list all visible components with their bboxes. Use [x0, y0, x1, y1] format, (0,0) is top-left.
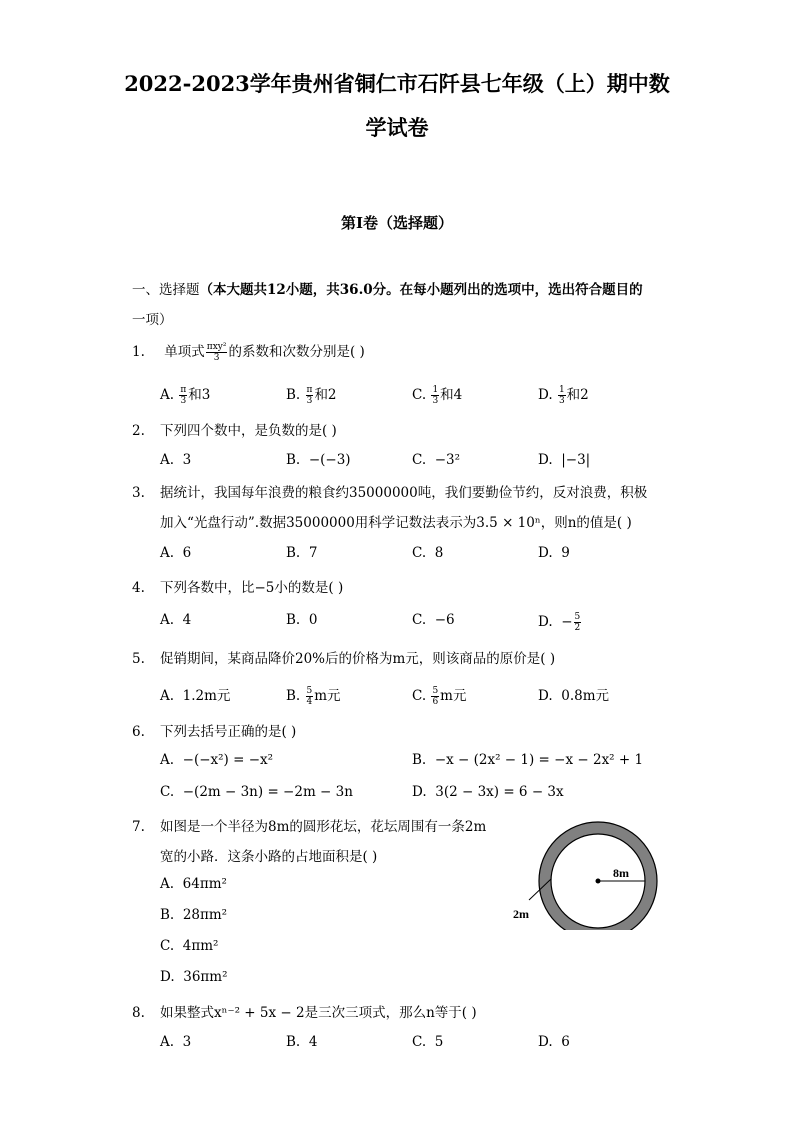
option-sign: −: [561, 614, 573, 630]
option-a[interactable]: [160, 452, 191, 468]
option-a[interactable]: [160, 752, 273, 768]
option-text: −(−x²) = −x²: [182, 752, 274, 768]
option-c[interactable]: [160, 938, 218, 954]
exam-title: [0, 62, 794, 150]
option-b[interactable]: [286, 612, 317, 628]
option-b[interactable]: [286, 1034, 317, 1050]
option-letter: C.: [412, 688, 427, 704]
option-letter: B.: [286, 1034, 301, 1050]
option-a[interactable]: [160, 684, 230, 704]
radius-label: 8m: [613, 866, 629, 880]
question-stem: 下列各数中，比−5小的数是( ): [160, 580, 344, 596]
option-text: 1.2m元: [182, 688, 231, 704]
fraction-denominator: 2: [574, 623, 581, 633]
option-letter: C.: [412, 1034, 427, 1050]
fraction: [306, 385, 314, 406]
option-text: 36πm²: [183, 969, 228, 985]
fraction: [558, 385, 566, 406]
option-c[interactable]: [412, 684, 466, 707]
option-letter: D.: [538, 452, 553, 468]
option-b[interactable]: [286, 383, 337, 406]
question-stem-line1: 如图是一个半径为8m的圆形花坛，花坛周围有一条2m: [160, 819, 487, 835]
option-text: 9: [561, 545, 570, 561]
option-text: 3: [182, 1034, 192, 1050]
option-letter: A.: [160, 387, 175, 403]
fraction-numerator: 1: [558, 385, 565, 395]
question-stem-line2: 加入“光盘行动”.数据35000000用科学记数法表示为3.5 × 10ⁿ，则n的值是( ): [160, 515, 632, 531]
question-stem-line2: 宽的小路．这条小路的占地面积是( ): [160, 849, 378, 865]
fraction: [431, 385, 439, 406]
option-letter: B.: [286, 688, 301, 704]
option-b[interactable]: [160, 907, 227, 923]
option-letter: C.: [412, 545, 427, 561]
option-b[interactable]: [286, 684, 341, 707]
option-a[interactable]: [160, 545, 191, 561]
option-text: 3(2 − 3x) = 6 − 3x: [435, 784, 564, 800]
fraction: [179, 385, 187, 406]
option-letter: B.: [286, 612, 301, 628]
option-letter: B.: [286, 452, 301, 468]
question-stem-line1: 据统计，我国每年浪费的粮食约35000000吨，我们要勤俭节约，反对浪费，积极: [160, 485, 648, 501]
question-stem: 下列四个数中，是负数的是( ): [160, 423, 337, 439]
option-text: 3: [182, 452, 192, 468]
fraction-denominator: 3: [180, 396, 187, 406]
instructions-prefix: 一、选择题: [132, 282, 200, 298]
question-number: 4.: [132, 580, 145, 596]
option-text: 和3: [188, 387, 211, 403]
option-text: 28πm²: [182, 907, 228, 923]
fraction-denominator: 3: [213, 353, 220, 363]
option-letter: C.: [160, 784, 175, 800]
fraction-denominator: 3: [432, 396, 439, 406]
option-text: 4: [182, 612, 192, 628]
option-letter: D.: [538, 614, 553, 630]
option-text: m元: [314, 688, 341, 704]
option-text: |−3|: [561, 452, 591, 468]
fraction: [431, 686, 439, 707]
option-letter: C.: [412, 452, 427, 468]
question-number: 3.: [132, 485, 145, 501]
option-b[interactable]: [412, 752, 643, 768]
instructions-detail: （本大题共12小题，共36.0分。在每小题列出的选项中，选出符合题目的: [199, 282, 643, 298]
option-c[interactable]: [412, 383, 462, 406]
option-text: −(−3): [308, 452, 351, 468]
option-a[interactable]: [160, 1034, 191, 1050]
exam-title-line2: 学试卷: [365, 115, 429, 140]
fraction-numerator: 1: [432, 385, 439, 395]
option-text: −6: [434, 612, 455, 628]
option-text: m元: [440, 688, 467, 704]
exam-title-line1: 2022-2023学年贵州省铜仁市石阡县七年级（上）期中数: [124, 71, 670, 96]
question-7: [132, 812, 492, 872]
question-5: [132, 644, 672, 674]
question-2: [132, 416, 672, 446]
option-text: 8: [434, 545, 444, 561]
question-number: 8.: [132, 1005, 145, 1021]
option-text: 0.8m元: [561, 688, 610, 704]
option-d[interactable]: [160, 969, 228, 985]
option-b[interactable]: [286, 545, 317, 561]
fraction-denominator: 4: [306, 697, 313, 707]
option-letter: B.: [286, 387, 301, 403]
instructions-line2: 一项）: [132, 312, 173, 328]
question-number: 5.: [132, 651, 145, 667]
option-text: 64πm²: [182, 876, 227, 892]
fraction: [306, 686, 314, 707]
option-letter: A.: [160, 452, 175, 468]
question-1: [132, 337, 672, 367]
option-c[interactable]: [412, 612, 455, 628]
question-stem: 单项式: [164, 344, 205, 360]
center-point: [596, 879, 601, 884]
option-letter: D.: [160, 969, 175, 985]
question-number: 6.: [132, 724, 145, 740]
fraction-numerator: 5: [574, 612, 581, 622]
section-title: 第I卷（选择题）: [340, 214, 454, 232]
option-text: 6: [561, 1034, 570, 1050]
question-number: 1.: [132, 344, 145, 360]
fraction-denominator: 3: [558, 396, 565, 406]
option-letter: D.: [538, 387, 553, 403]
fraction: [574, 612, 582, 633]
fraction-numerator: π: [306, 385, 313, 395]
option-letter: A.: [160, 612, 175, 628]
question-4: [132, 573, 672, 603]
option-a[interactable]: [160, 612, 191, 628]
option-text: 4: [308, 1034, 318, 1050]
option-letter: A.: [160, 876, 175, 892]
option-letter: C.: [412, 612, 427, 628]
option-c[interactable]: [160, 784, 353, 800]
option-letter: C.: [160, 938, 175, 954]
option-text: −3²: [434, 452, 461, 468]
option-text: 4πm²: [182, 938, 219, 954]
option-letter: A.: [160, 545, 175, 561]
question-number: 7.: [132, 819, 145, 835]
fraction-denominator: 6: [432, 697, 439, 707]
option-letter: A.: [160, 752, 175, 768]
option-letter: D.: [412, 784, 427, 800]
instructions: [132, 275, 672, 335]
option-letter: B.: [412, 752, 427, 768]
fraction-numerator: π: [180, 385, 187, 395]
option-letter: D.: [538, 545, 553, 561]
option-text: −x − (2x² − 1) = −x − 2x² + 1: [434, 752, 644, 768]
option-d[interactable]: [412, 784, 564, 800]
option-d[interactable]: [538, 545, 570, 561]
option-c[interactable]: [412, 1034, 443, 1050]
option-letter: C.: [412, 387, 427, 403]
fraction: [206, 342, 228, 363]
question-stem: 如果整式xⁿ⁻² + 5x − 2是三次三项式，那么n等于( ): [160, 1005, 477, 1021]
option-text: 0: [308, 612, 318, 628]
option-letter: D.: [538, 1034, 553, 1050]
option-c[interactable]: [412, 452, 460, 468]
option-d[interactable]: [538, 1034, 570, 1050]
option-a[interactable]: [160, 876, 227, 892]
option-text: 和4: [440, 387, 463, 403]
question-3: [132, 478, 672, 538]
question-8: [132, 998, 672, 1028]
option-d[interactable]: [538, 612, 582, 633]
option-text: 7: [308, 545, 318, 561]
question-stem: 下列去括号正确的是( ): [160, 724, 297, 740]
fraction-numerator: 5: [306, 686, 313, 696]
question-stem: 促销期间，某商品降价20%后的价格为m元，则该商品的原价是( ): [160, 651, 556, 667]
option-letter: A.: [160, 1034, 175, 1050]
option-letter: A.: [160, 688, 175, 704]
question-6: [132, 717, 672, 747]
option-d[interactable]: [538, 383, 589, 406]
option-d[interactable]: [538, 684, 609, 704]
circular-garden-figure: [505, 820, 665, 930]
question-number: 2.: [132, 423, 145, 439]
option-d[interactable]: [538, 452, 590, 468]
option-text: 和2: [566, 387, 589, 403]
fraction-numerator: πxy²: [206, 342, 227, 352]
option-c[interactable]: [412, 545, 443, 561]
option-text: −(2m − 3n) = −2m − 3n: [182, 784, 353, 800]
option-text: 6: [182, 545, 192, 561]
option-text: 5: [434, 1034, 444, 1050]
fraction-denominator: 3: [306, 396, 313, 406]
question-stem-end: 的系数和次数分别是( ): [228, 344, 365, 360]
path-width-label: 2m: [513, 907, 529, 921]
option-text: 和2: [314, 387, 337, 403]
option-letter: B.: [286, 545, 301, 561]
option-b[interactable]: [286, 452, 351, 468]
option-letter: B.: [160, 907, 175, 923]
option-a[interactable]: [160, 383, 210, 406]
option-letter: D.: [538, 688, 553, 704]
fraction-numerator: 5: [432, 686, 439, 696]
